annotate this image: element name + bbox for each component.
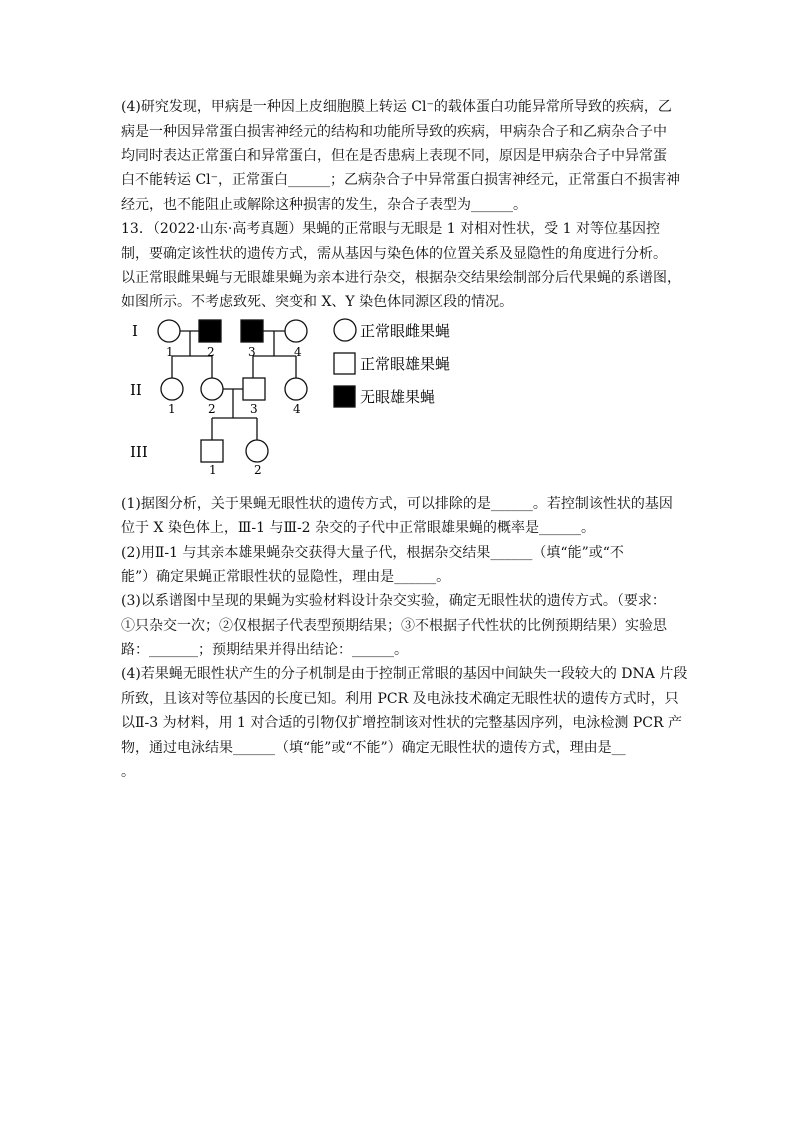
q12-part4-line-3: 均同时表达正常蛋白和异常蛋白，但在是否患病上表现不同，原因是甲病杂合子中异常蛋 (121, 148, 667, 164)
legend-male-normal-symbol (334, 353, 355, 374)
q13-intro-line-2: 制，要确定该性状的遗传方式，需从基因与染色体的位置关系及显隐性的角度进行分析。 (121, 246, 667, 262)
q13-part4-line-1: (4)若果蝇无眼性状产生的分子机制是由于控制正常眼的基因中间缺失一段较大的 DNA 片段 (121, 666, 688, 682)
gen1-individual-4 (285, 320, 307, 342)
q13-intro-line-4: 如图所示。不考虑致死、突变和 X、Y 染色体同源区段的情况。 (121, 294, 514, 310)
q13-part1-line-2: 位于 X 染色体上，Ⅲ-1 与Ⅲ-2 杂交的子代中正常眼雄果蝇的概率是______。 (121, 520, 596, 536)
gen1-number-1: 1 (166, 345, 174, 359)
gen1-individual-2 (199, 320, 221, 342)
gen3-individual-1 (201, 440, 223, 462)
legend-female-normal-label: 正常眼雌果蝇 (360, 322, 451, 340)
q13-part4-line-4: 物，通过电泳结果______（填“能”或“不能”）确定无眼性状的遗传方式，理由是__ (121, 740, 626, 756)
gen2-individual-2 (201, 378, 223, 400)
q12-part4-line-5: 经元，也不能阻止或解除这种损害的发生，杂合子表型为______。 (121, 197, 527, 213)
gen2-individual-1 (161, 378, 183, 400)
q12-part4-line-1: (4)研究发现，甲病是一种因上皮细胞膜上转运 Cl⁻的载体蛋白功能异常所导致的疾病，乙 (121, 99, 672, 115)
legend-male-normal-label: 正常眼雄果蝇 (360, 355, 451, 373)
q13-intro-line-1: 13．（2022·山东·高考真题）果蝇的正常眼与无眼是 1 对相对性状，受 1 对等位基因控 (121, 221, 660, 237)
q13-part1-line-1: (1)据图分析，关于果蝇无眼性状的遗传方式，可以排除的是______。若控制该性状的基因 (121, 496, 673, 512)
gen1-individual-1 (158, 320, 180, 342)
gen-label-2: II (130, 381, 142, 399)
q13-part4-line-3: 以Ⅱ-3 为材料，用 1 对合适的引物仅扩增控制该对性状的完整基因序列，电泳检测 PCR 产 (121, 715, 682, 731)
q13-part2-line-2: 能”）确定果蝇正常眼性状的显隐性，理由是______。 (121, 569, 451, 585)
q13-part3-line-2: ①只杂交一次；②仅根据子代表型预期结果；③不根据子代性状的比例预期结果）实验思 (121, 618, 667, 634)
gen1-individual-3 (241, 320, 263, 342)
gen3-individual-2 (246, 440, 268, 462)
gen-label-3: III (130, 443, 148, 461)
gen3-number-1: 1 (209, 463, 217, 477)
q12-part4-line-2: 病是一种因异常蛋白损害神经元的结构和功能所导致的疾病，甲病杂合子和乙病杂合子中 (121, 124, 667, 140)
gen1-number-4: 4 (294, 345, 302, 359)
pedigree-diagram (0, 310, 800, 490)
q13-part4-line-2: 所致，且该对等位基因的长度已知。利用 PCR 及电泳技术确定无眼性状的遗传方式时，只 (121, 691, 679, 707)
gen2-individual-4 (285, 378, 307, 400)
q13-part4-line-5: 。 (121, 764, 135, 780)
gen2-number-3: 3 (250, 402, 258, 416)
gen-label-1: I (132, 322, 138, 340)
q13-part2-line-1: (2)用Ⅱ-1 与其亲本雄果蝇杂交获得大量子代，根据杂交结果______（填“能”或“不 (121, 545, 624, 561)
gen1-number-2: 2 (207, 345, 215, 359)
legend-male-eyeless-label: 无眼雄果蝇 (360, 388, 436, 406)
gen2-number-2: 2 (208, 402, 216, 416)
legend-male-eyeless-symbol (334, 386, 355, 407)
q12-part4-line-4: 白不能转运 Cl⁻，正常蛋白______；乙病杂合子中异常蛋白损害神经元，正常蛋白不损害神 (121, 172, 681, 188)
gen1-number-3: 3 (248, 345, 256, 359)
gen2-number-1: 1 (168, 402, 176, 416)
gen2-individual-3 (243, 378, 265, 400)
legend-female-normal-symbol (334, 319, 356, 341)
q13-intro-line-3: 以正常眼雌果蝇与无眼雄果蝇为亲本进行杂交，根据杂交结果绘制部分后代果蝇的系谱图， (121, 270, 681, 286)
q13-part3-line-1: (3)以系谱图中呈现的果蝇为实验材料设计杂交实验，确定无眼性状的遗传方式。（要求： (121, 593, 666, 609)
gen3-number-2: 2 (254, 463, 262, 477)
q13-part3-line-3: 路：_______；预期结果并得出结论：______。 (121, 642, 408, 658)
gen2-number-4: 4 (293, 402, 301, 416)
